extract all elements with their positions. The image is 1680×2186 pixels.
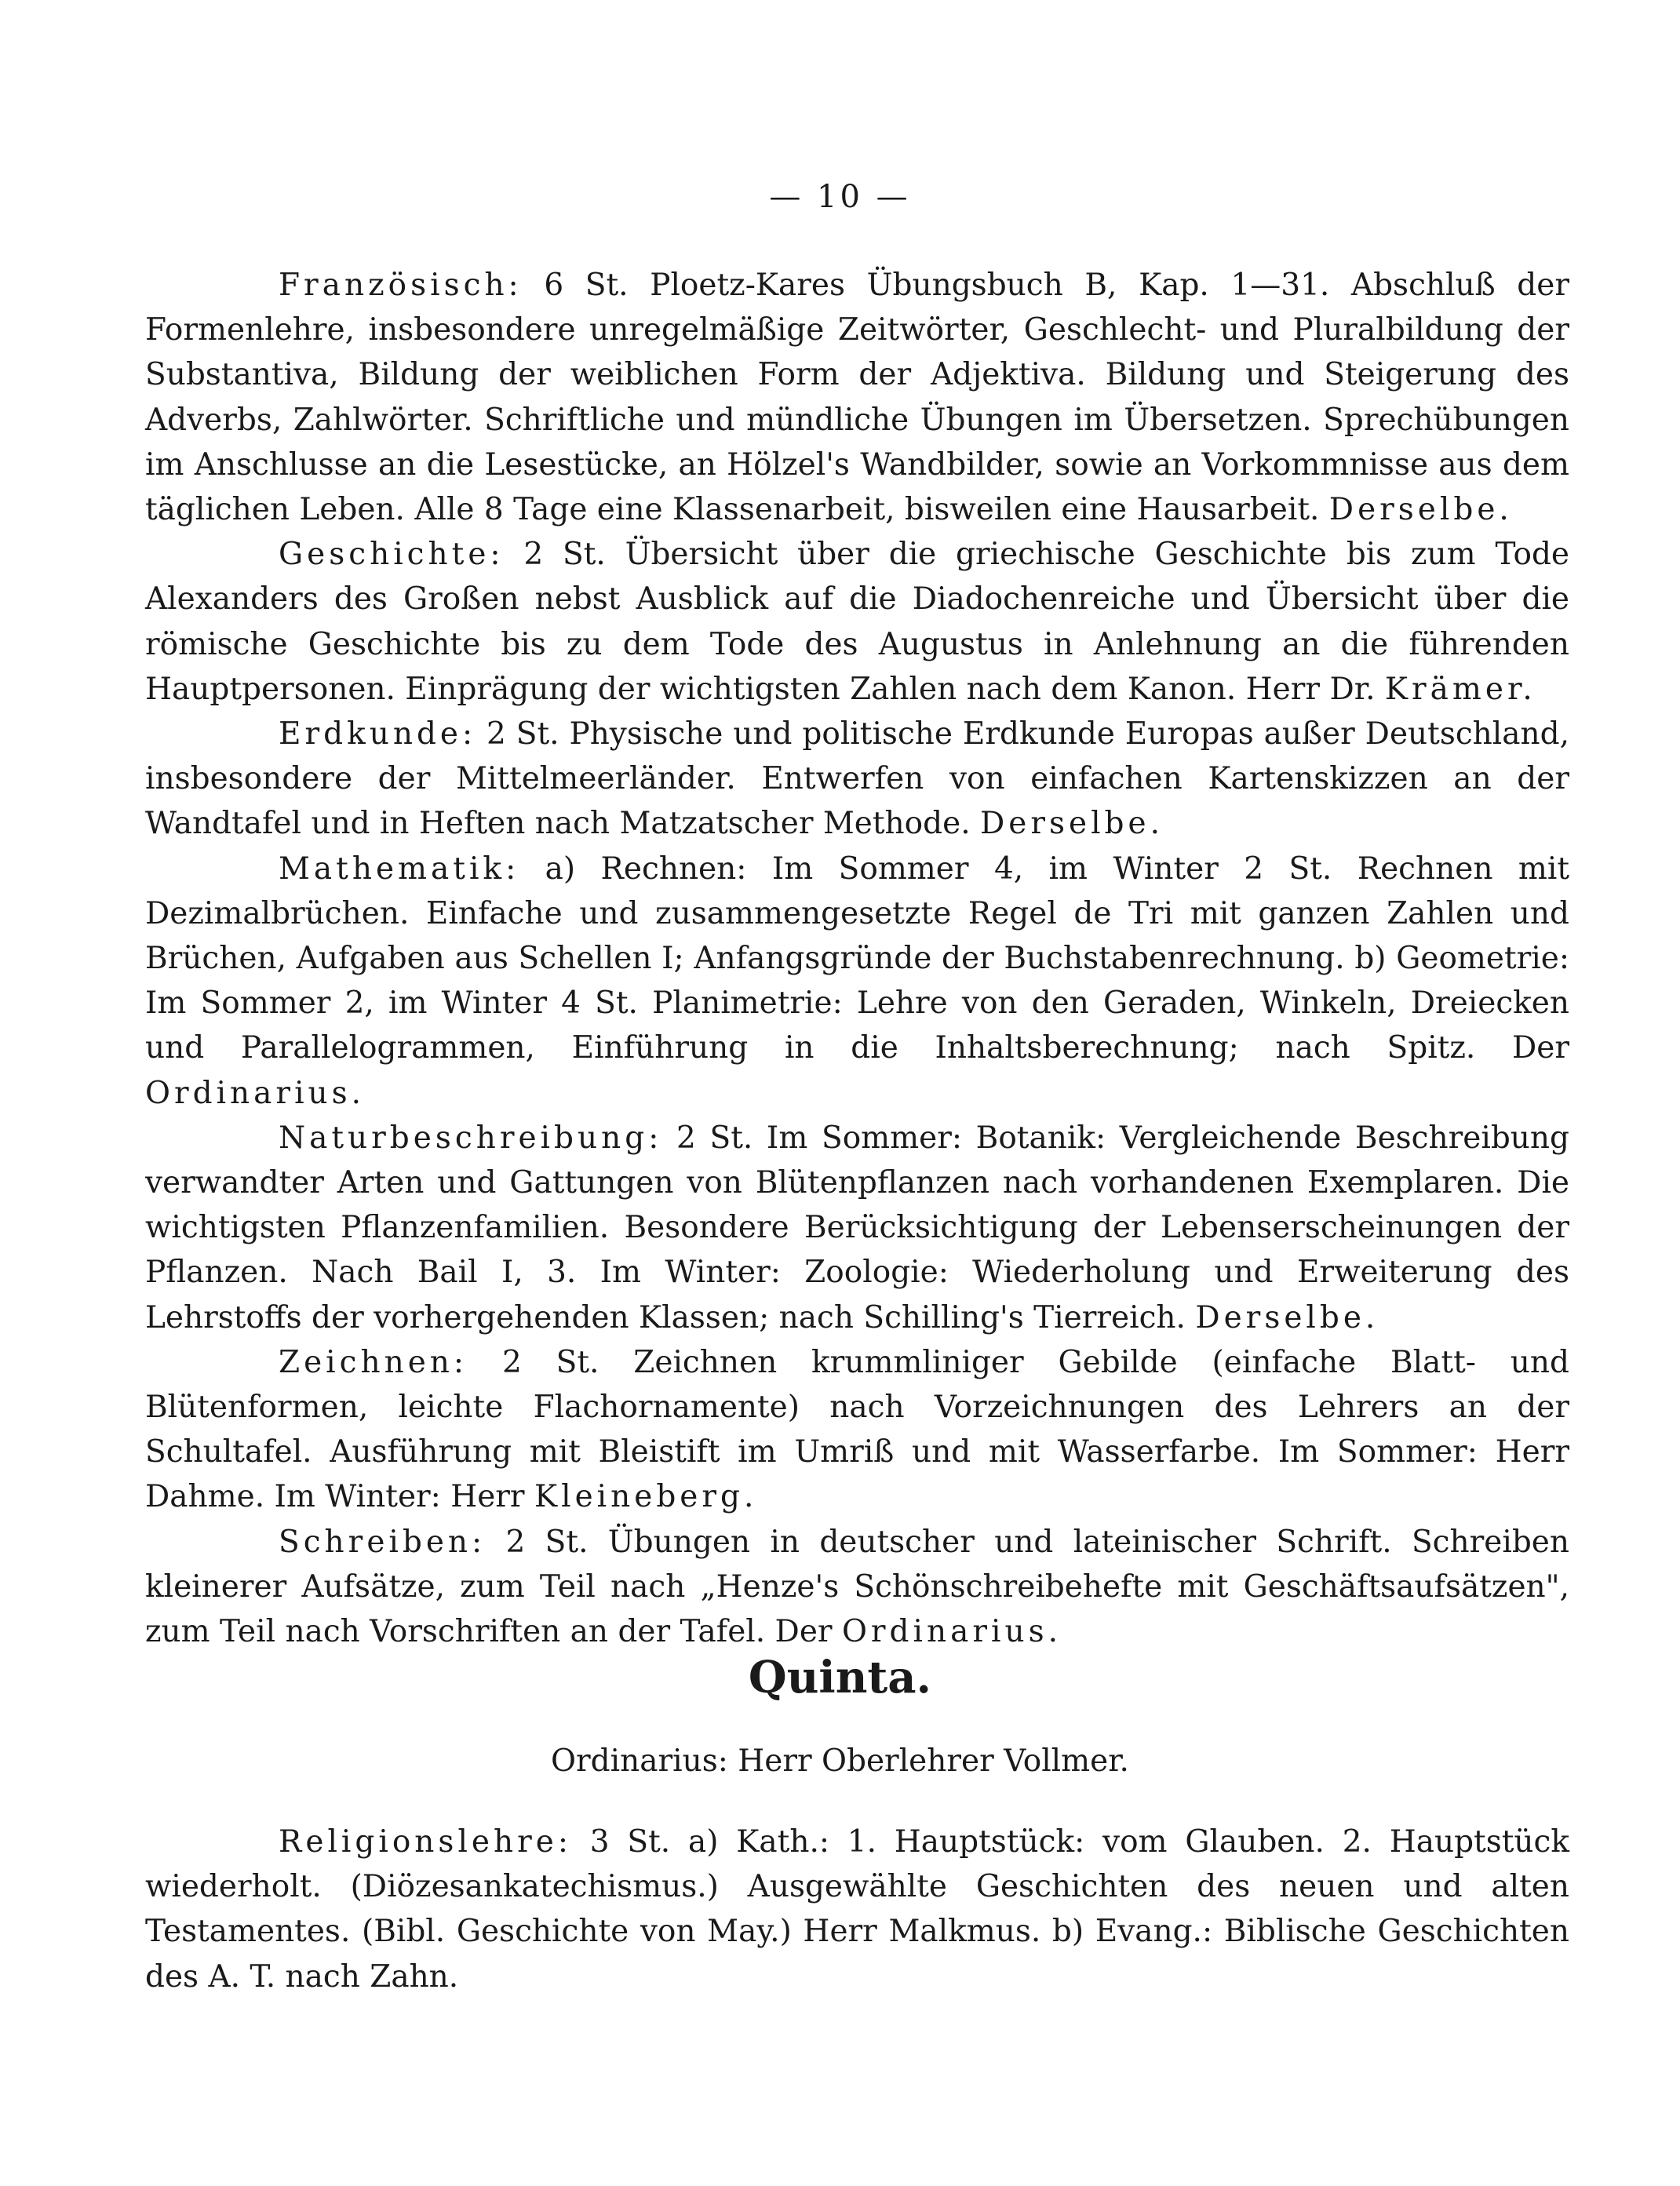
subject-heading: Religionslehre: xyxy=(279,1824,572,1860)
teacher-name: Derselbe. xyxy=(980,806,1164,842)
page-number: — 10 — xyxy=(769,179,911,215)
paragraph-franzoesisch xyxy=(145,263,1569,532)
quinta-body xyxy=(145,1820,1569,1999)
paragraph-zeichnen xyxy=(145,1340,1569,1520)
teacher-name: Ordinarius. xyxy=(841,1614,1062,1650)
paragraph-mathematik xyxy=(145,847,1569,1116)
paragraph-text: 2 St. Physische und politische Erdkunde Europas außer Deutschland, insbesondere der Mittelmeerländer. Entwerfen von einfachen Kartenskizzen an der Wandtafel und in Heften nach Matzatscher Methode. xyxy=(145,716,1569,842)
paragraph-text: 2 St. Übungen in deutscher und lateinischer Schrift. Schreiben kleinerer Aufsätze, zum Teil nach „Henze's Schönschreibehefte mit Geschäftsaufsätzen", zum Teil nach Vorschriften an der Tafel. Der xyxy=(145,1524,1569,1650)
paragraph-text: a) Rechnen: Im Sommer 4, im Winter 2 St. Rechnen mit Dezimalbrüchen. Einfache und zusammengesetzte Regel de Tri mit ganzen Zahlen und Brüchen, Aufgaben aus Schellen I; Anfangsgründe der Buchstabenrechnung. b) Geometrie: Im Sommer 2, im Winter 4 St. Planimetrie: Lehre von den Geraden, Winkeln, Dreiecken und Parallelogrammen, Einführung in die Inhaltsberechnung; nach Spitz. Der xyxy=(145,851,1569,1066)
paragraph-naturbeschreibung xyxy=(145,1116,1569,1340)
subject-heading: Französisch: xyxy=(279,268,523,303)
subject-heading: Zeichnen: xyxy=(279,1344,468,1380)
syllabus-body xyxy=(145,263,1569,1654)
paragraph-erdkunde xyxy=(145,712,1569,847)
subject-heading: Schreiben: xyxy=(279,1524,487,1560)
paragraph-text: 3 St. a) Kath.: 1. Hauptstück: vom Glauben. 2. Hauptstück wiederholt. (Diözesankatechismus.) Ausgewählte Geschichten des neuen und alten Testamentes. (Bibl. Geschichte von May.) Herr Malkmus. b) Evang.: Biblische Geschichten des A. T. nach Zahn. xyxy=(145,1824,1569,1995)
subject-heading: Mathematik: xyxy=(279,851,520,887)
paragraph-text: 2 St. Zeichnen krummliniger Gebilde (einfache Blatt- und Blütenformen, leichte Flachornamente) nach Vorzeichnungen des Lehrers an der Schultafel. Ausführung mit Bleistift im Umriß und mit Wasserfarbe. Im Sommer: Herr Dahme. Im Winter: Herr xyxy=(145,1344,1569,1515)
paragraph-text: 2 St. Im Sommer: Botanik: Vergleichende Beschreibung verwandter Arten und Gattungen von Blütenpflanzen nach vorhandenen Exemplaren. Die wichtigsten Pflanzenfamilien. Besondere Berücksichtigung der Lebenserscheinungen der Pflanzen. Nach Bail I, 3. Im Winter: Zoologie: Wiederholung und Erweiterung des Lehrstoffs der vorhergehenden Klassen; nach Schilling's Tierreich. xyxy=(145,1120,1569,1335)
subject-heading: Erdkunde: xyxy=(279,716,477,752)
subject-heading: Naturbeschreibung: xyxy=(279,1120,663,1156)
paragraph-schreiben xyxy=(145,1520,1569,1655)
paragraph-text: 6 St. Ploetz-Kares Übungsbuch B, Kap. 1—31. Abschluß der Formenlehre, insbesondere unregelmäßige Zeitwörter, Geschlecht- und Pluralbildung der Substantiva, Bildung der weiblichen Form der Adjektiva. Bildung und Steigerung des Adverbs, Zahlwörter. Schriftliche und mündliche Übungen im Übersetzen. Sprechübungen im Anschlusse an die Lesestücke, an Hölzel's Wandbilder, sowie an Vorkommnisse aus dem täglichen Leben. Alle 8 Tage eine Klassenarbeit, bisweilen eine Hausarbeit. xyxy=(145,268,1569,528)
ordinarius-line: Ordinarius: Herr Oberlehrer Vollmer. xyxy=(551,1743,1129,1779)
teacher-name: Kleineberg. xyxy=(534,1479,758,1515)
teacher-name: Derselbe. xyxy=(1328,492,1513,528)
teacher-name: Ordinarius. xyxy=(145,1075,366,1111)
section-title: Quinta. xyxy=(748,1652,932,1703)
teacher-name: Krämer. xyxy=(1384,671,1536,707)
paragraph-geschichte xyxy=(145,532,1569,712)
paragraph-religionslehre xyxy=(145,1820,1569,1999)
teacher-name: Derselbe. xyxy=(1195,1299,1379,1335)
paragraph-text: 2 St. Übersicht über die griechische Geschichte bis zum Tode Alexanders des Großen nebst Ausblick auf die Diadochenreiche und Übersicht über die römische Geschichte bis zu dem Tode des Augustus in Anlehnung an die führenden Hauptpersonen. Einprägung der wichtigsten Zahlen nach dem Kanon. Herr Dr. xyxy=(145,537,1569,707)
subject-heading: Geschichte: xyxy=(279,537,505,573)
